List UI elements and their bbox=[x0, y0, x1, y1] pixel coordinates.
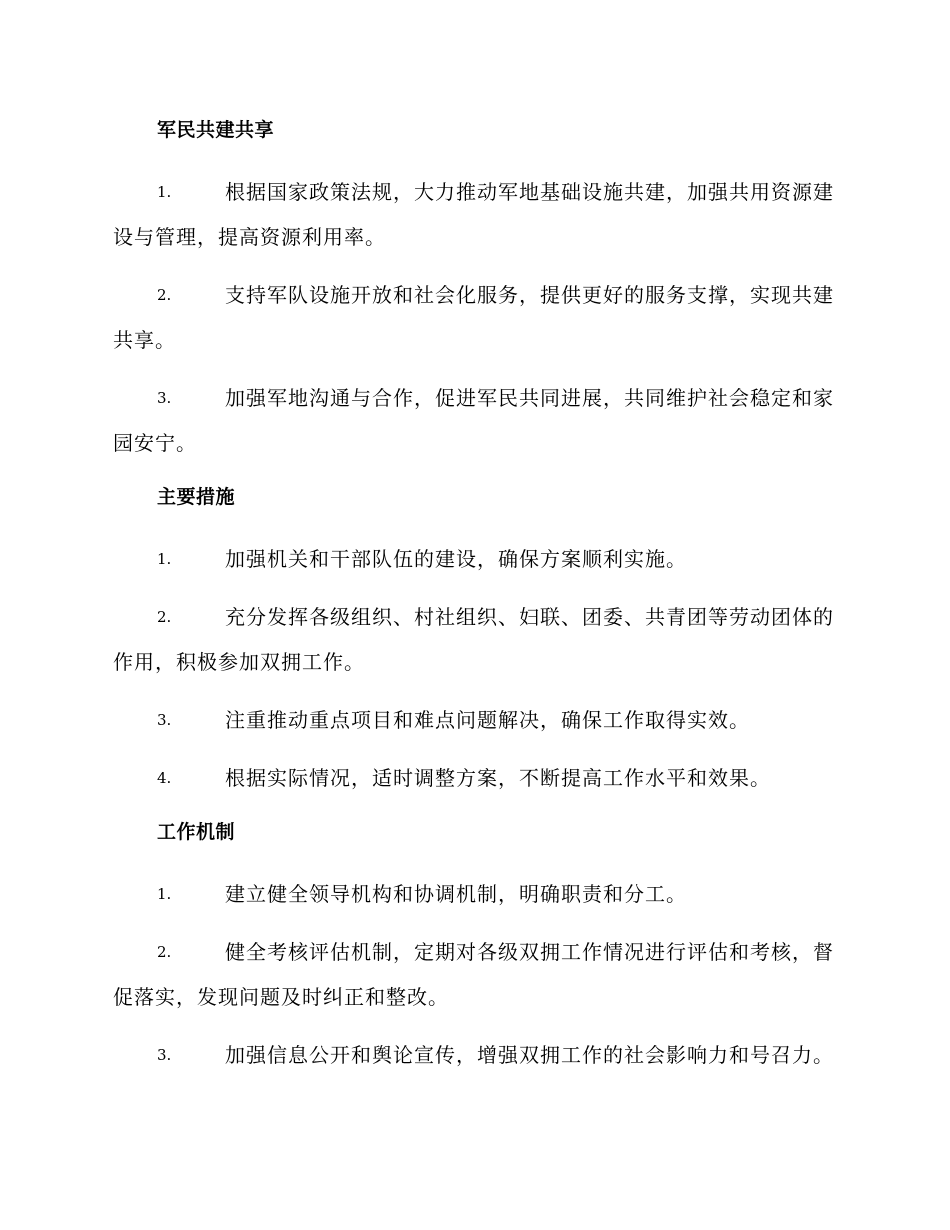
list-item-text: 根据国家政策法规，大力推动军地基础设施共建，加强共用资源建设与管理，提高资源利用率。 bbox=[113, 180, 834, 249]
list-item-text: 充分发挥各级组织、村社组织、妇联、团委、共青团等劳动团体的作用，积极参加双拥工作。 bbox=[113, 605, 834, 674]
list-item-text: 加强机关和干部队伍的建设，确保方案顺利实施。 bbox=[225, 547, 687, 571]
list-item bbox=[113, 170, 835, 260]
section-heading-military-civil: 军民共建共享 bbox=[157, 119, 275, 141]
list-item bbox=[113, 930, 835, 1020]
list-item-text: 健全考核评估机制，定期对各级双拥工作情况进行评估和考核，督促落实，发现问题及时纠正和整改。 bbox=[113, 940, 834, 1009]
list-item bbox=[113, 376, 835, 466]
list-item-number: 3. bbox=[157, 389, 172, 407]
list-item bbox=[113, 756, 835, 801]
list-item-text: 注重推动重点项目和难点问题解决，确保工作取得实效。 bbox=[225, 708, 750, 732]
document-body bbox=[113, 112, 835, 1091]
section-heading-work-mechanism: 工作机制 bbox=[157, 821, 236, 843]
list-item-number: 3. bbox=[157, 711, 172, 729]
list-item-number: 1. bbox=[157, 550, 172, 568]
list-item bbox=[113, 1033, 835, 1078]
list-item bbox=[113, 872, 835, 917]
list-item bbox=[113, 537, 835, 582]
list-item-number: 4. bbox=[157, 769, 172, 787]
list-item bbox=[113, 273, 835, 363]
list-item bbox=[113, 595, 835, 685]
section-heading-main-measures: 主要措施 bbox=[157, 486, 236, 508]
list-item-text: 建立健全领导机构和协调机制，明确职责和分工。 bbox=[225, 882, 687, 906]
list-item bbox=[113, 698, 835, 743]
list-item-number: 2. bbox=[157, 608, 172, 626]
list-item-text: 根据实际情况，适时调整方案，不断提高工作水平和效果。 bbox=[225, 766, 771, 790]
list-item-number: 1. bbox=[157, 885, 172, 903]
list-item-number: 2. bbox=[157, 943, 172, 961]
list-item-text: 支持军队设施开放和社会化服务，提供更好的服务支撑，实现共建共享。 bbox=[113, 283, 834, 352]
list-item-number: 2. bbox=[157, 286, 172, 304]
list-item-text: 加强军地沟通与合作，促进军民共同进展，共同维护社会稳定和家园安宁。 bbox=[113, 386, 834, 455]
list-item-number: 1. bbox=[157, 183, 172, 201]
list-item-text: 加强信息公开和舆论宣传，增强双拥工作的社会影响力和号召力。 bbox=[225, 1043, 834, 1067]
list-item-number: 3. bbox=[157, 1046, 172, 1064]
